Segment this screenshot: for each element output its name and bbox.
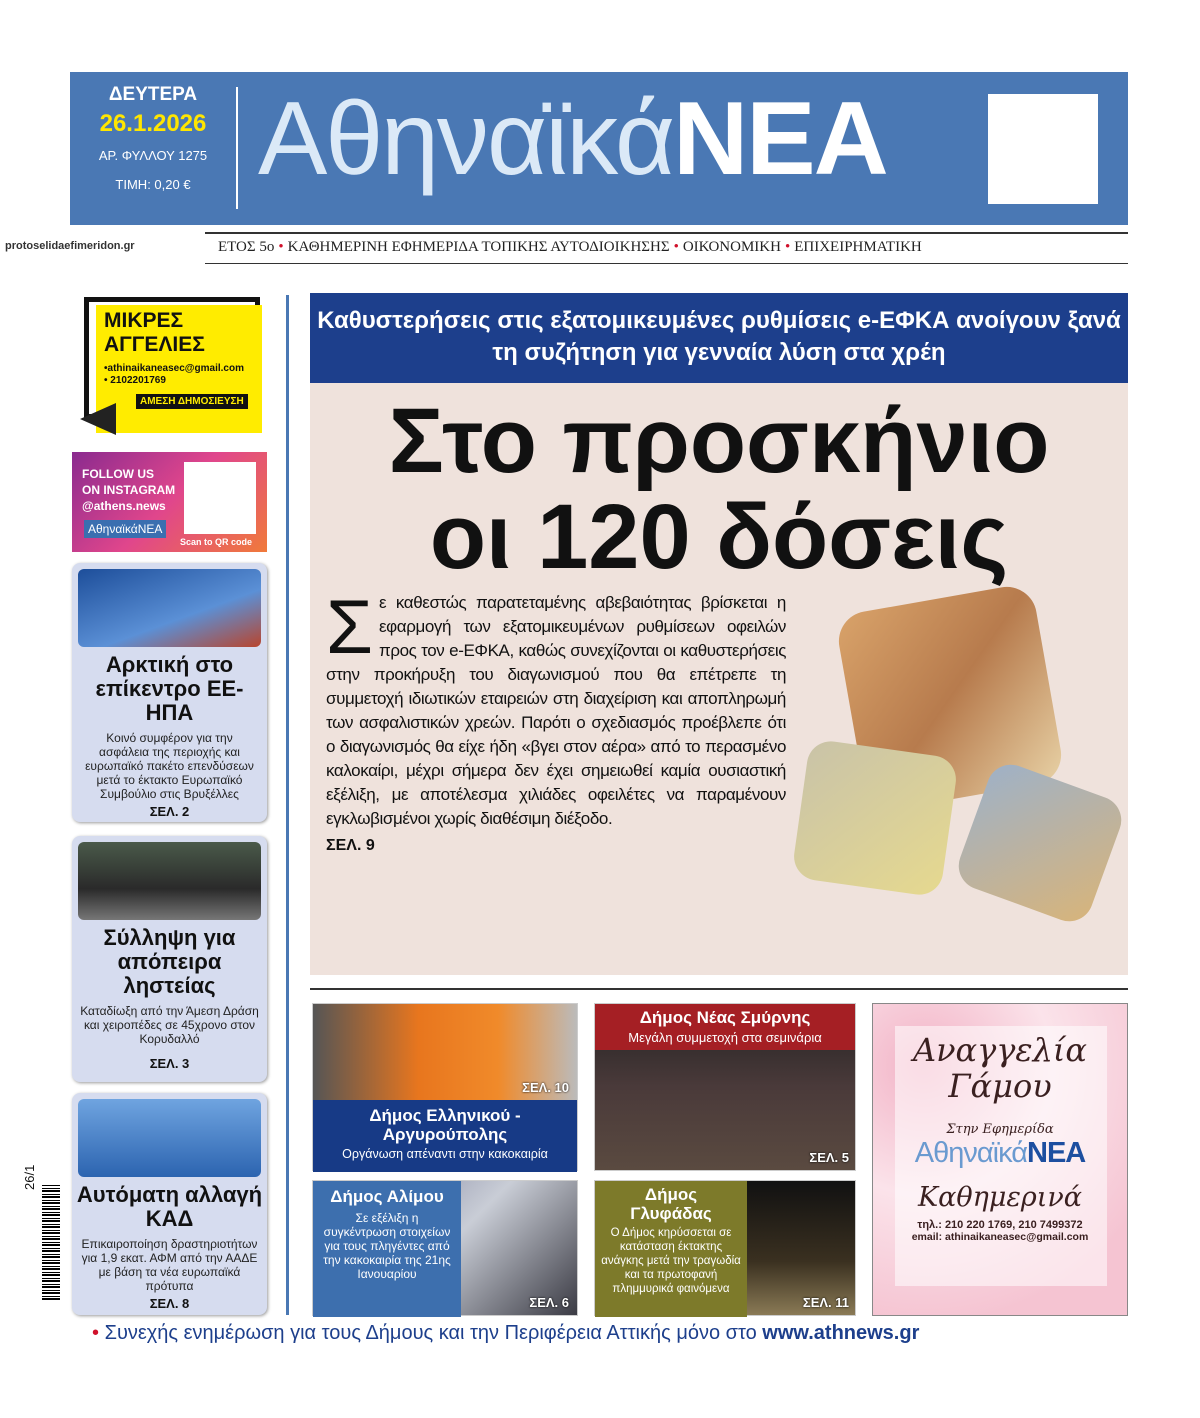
classifieds-title: ΜΙΚΡΕΣ ΑΓΓΕΛΙΕΣ [104, 309, 205, 356]
side-story[interactable] [72, 836, 267, 1082]
story-tile[interactable] [594, 1003, 856, 1171]
tagline-item: ΕΤΟΣ 5ο [218, 239, 275, 255]
qr-code-icon [988, 94, 1098, 204]
scan-label: Scan to QR code [180, 537, 253, 547]
story-photo [78, 1099, 261, 1177]
page-ref: ΣΕΛ. 5 [809, 1150, 849, 1165]
side-story[interactable] [72, 1093, 267, 1315]
logo-light: Αθηναϊκά [258, 81, 674, 197]
lead-kicker: Καθυστερήσεις στις εξατομικευμένες ρυθμίσεις e-ΕΦΚΑ ανοίγουν ξανά τη συζήτηση για γενναία λύση στα χρέη [310, 293, 1128, 383]
puzzle-euro-image [790, 588, 1120, 968]
wedding-ad[interactable] [872, 1003, 1128, 1316]
tagline-item: ΟΙΚΟΝΟΜΙΚΗ [682, 239, 781, 255]
issue-price: ΤΙΜΗ: 0,20 € [115, 177, 191, 192]
instagram-ad[interactable] [72, 452, 267, 552]
classifieds-badge: ΑΜΕΣΗ ΔΗΜΟΣΙΕΥΣΗ [136, 394, 248, 409]
story-title: Δήμος Ελληνικού - Αργυρούπολης [369, 1106, 521, 1144]
story-title: Δήμος Αλίμου [330, 1187, 444, 1206]
story-photo [78, 842, 261, 920]
instagram-text: FOLLOW US ON INSTAGRAM @athens.news [82, 467, 176, 513]
divider [236, 87, 238, 209]
story-title: Σύλληψη για απόπειρα ληστείας [103, 925, 236, 998]
instagram-logo: ΑθηναϊκάΝΕΑ [84, 520, 166, 538]
page-ref: ΣΕΛ. 10 [522, 1080, 569, 1095]
wedding-logo: ΑθηναϊκάΝΕΑ [914, 1137, 1086, 1169]
wedding-phone: τηλ.: 210 220 1769, 210 7499372 [917, 1219, 1083, 1231]
story-title: Δήμος Γλυφάδας [630, 1185, 712, 1223]
tagline-item: ΚΑΘΗΜΕΡΙΝΗ ΕΦΗΜΕΡΙΔΑ ΤΟΠΙΚΗΣ ΑΥΤΟΔΙΟΙΚΗΣΗΣ [287, 239, 670, 255]
source-site: protoselidaefimeridon.gr [5, 240, 135, 252]
story-text: Κοινό συμφέρον για την ασφάλεια της περιοχής και ευρωπαϊκό πακέτο επενδύσεων μετά το έκτακτο Ευρωπαϊκό Συμβούλιο στις Βρυξέλλες [85, 731, 254, 801]
story-text: Μεγάλη συμμετοχή στα σεμινάρια [628, 1030, 822, 1045]
issue-date: 26.1.2026 [99, 110, 207, 137]
tagline: ΕΤΟΣ 5ο • ΚΑΘΗΜΕΡΙΝΗ ΕΦΗΜΕΡΙΔΑ ΤΟΠΙΚΗΣ ΑΥΤΟΔΙΟΙΚΗΣΗΣ • ΟΙΚΟΝΟΜΙΚΗ • ΕΠΙΧΕΙΡΗΜΑΤΙΚΗ [218, 239, 922, 255]
wedding-title: Αναγγελία Γάμου [912, 1031, 1088, 1105]
issue-info [70, 72, 236, 225]
story-title: Δήμος Νέας Σμύρνης [639, 1008, 811, 1027]
lead-story[interactable] [310, 383, 1128, 975]
page-ref: ΣΕΛ. 3 [149, 1056, 190, 1071]
lead-body: Σε καθεστώς παρατεταμένης αβεβαιότητας βρίσκεται η εφαρμογή των εξατομικευμένων ρυθμίσεων οφειλών προς τον e-ΕΦΚΑ, καθώς συνεχίζονται οι καθυστερήσεις στην προκήρυξη του διαγωνισμού που θα επέτρεπε τη συμμετοχή ιδιωτικών εταιρειών στη διαχείριση και αποπληρωμή των ασφαλιστικών χρεών. Παρότι ο σχεδιασμός προέβλεπε ότι ο διαγωνισμός θα είχε ήδη «βγει στον αέρα» από το περασμένο καλοκαίρι, μέχρι σήμερα δεν έχει σημειωθεί καμία ουσιαστική εξέλιξη, με αποτέλεσμα χιλιάδες οφειλέτες να παραμένουν εγκλωβισμένοι χωρίς διαθέσιμη διέξοδο. [326, 585, 786, 828]
lead-text-column [326, 585, 786, 855]
divider [205, 232, 1128, 234]
story-text: Καταδίωξη από την Άμεση Δράση και χειροπέδες σε 45χρονο στον Κορυδαλλό [80, 1004, 259, 1046]
wedding-email: email: athinaikaneasec@gmail.com [911, 1231, 1089, 1243]
newspaper-logo [258, 80, 887, 199]
story-text: Επικαιροποίηση δραστηριοτήτων για 1,9 εκατ. ΑΦΜ από την ΑΑΔΕ με βάση τα νέα ευρωπαϊκά πρότυπα [81, 1237, 258, 1293]
classifieds-ad[interactable] [80, 295, 262, 445]
qr-code-icon [184, 462, 256, 534]
column-rule [286, 295, 289, 1315]
barcode-label: 26/1 [22, 1164, 37, 1190]
story-tile[interactable] [312, 1003, 578, 1171]
page-ref: ΣΕΛ. 9 [326, 837, 375, 854]
story-title: Αρκτική στο επίκεντρο ΕΕ-ΗΠΑ [95, 652, 244, 725]
masthead [70, 72, 1128, 225]
footer-promo: • Συνεχής ενημέρωση για τους Δήμους και την Περιφέρεια Αττικής μόνο στο www.athnews.gr [92, 1322, 920, 1344]
story-title: Αυτόματη αλλαγή ΚΑΔ [76, 1182, 263, 1231]
divider [205, 263, 1128, 264]
classifieds-contact: •athinaikaneasec@gmail.com • 2102201769 [104, 363, 244, 386]
story-photo [78, 569, 261, 647]
story-text: Οργάνωση απέναντι στην κακοκαιρία [342, 1147, 548, 1161]
side-story[interactable] [72, 563, 267, 822]
page-ref: ΣΕΛ. 11 [802, 1295, 849, 1310]
barcode-icon [42, 1185, 60, 1300]
lead-headline: Στο προσκήνιο οι 120 δόσεις [388, 390, 1050, 588]
issue-number: ΑΡ. ΦΥΛΛΟΥ 1275 [98, 148, 208, 163]
story-tile[interactable] [594, 1180, 856, 1316]
megaphone-icon [80, 403, 116, 435]
website-link[interactable]: www.athnews.gr [762, 1322, 920, 1344]
story-tile[interactable] [312, 1180, 578, 1316]
page-ref: ΣΕΛ. 6 [529, 1295, 569, 1310]
wedding-daily: Καθημερινά [918, 1182, 1082, 1213]
tagline-item: ΕΠΙΧΕΙΡΗΜΑΤΙΚΗ [794, 239, 922, 255]
logo-bold: ΝΕΑ [673, 81, 887, 197]
issue-day: ΔΕΥΤΕΡΑ [108, 84, 198, 105]
drop-cap: Σ [326, 585, 373, 670]
story-text: Σε εξέλιξη η συγκέντρωση στοιχείων για τους πληγέντες από την κακοκαιρία της 21ης Ιανουαρίου [323, 1211, 451, 1281]
divider [310, 988, 1128, 990]
story-text: Ο Δήμος κηρύσσεται σε κατάσταση έκτακτης ανάγκης μετά την τραγωδία και τα πρωτοφανή πλημμυρικά φαινόμενα [601, 1227, 741, 1295]
page-ref: ΣΕΛ. 8 [149, 1296, 190, 1311]
wedding-sub: Στην Εφημερίδα [946, 1122, 1054, 1137]
page-ref: ΣΕΛ. 2 [149, 804, 190, 819]
